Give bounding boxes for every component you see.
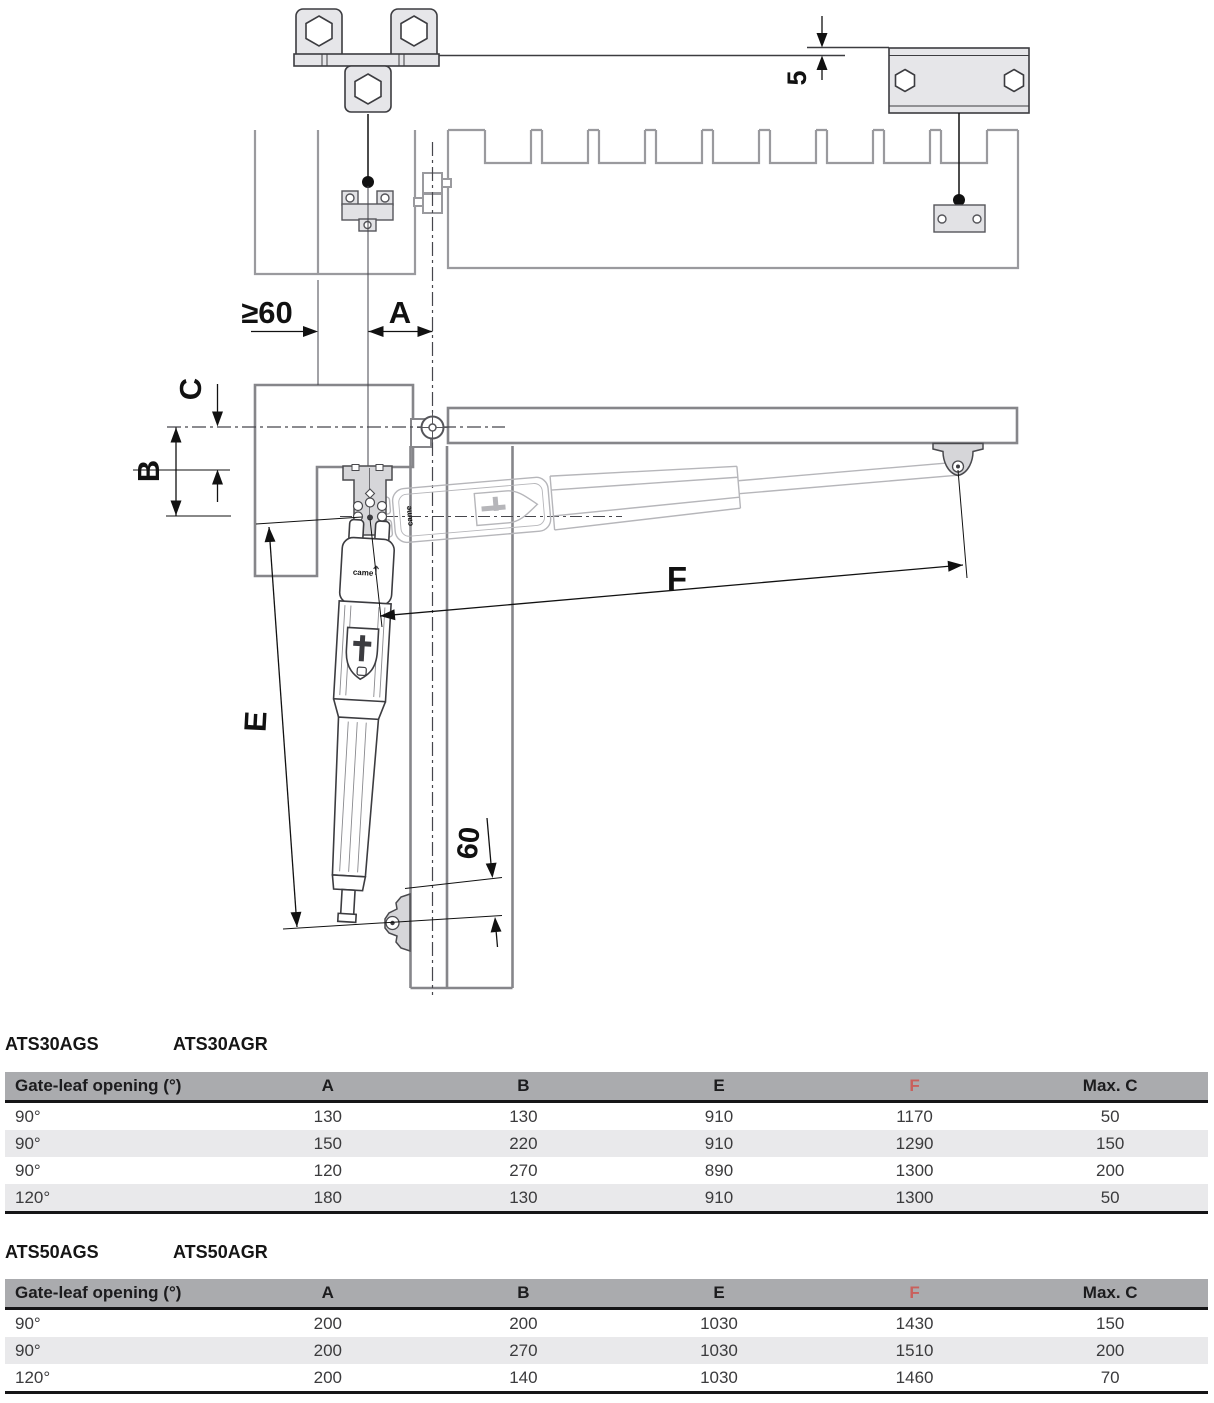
dim-e-label: E	[237, 710, 274, 733]
table-cell: 90°	[15, 1340, 41, 1360]
dim-a-label: A	[388, 295, 412, 330]
table-cell: 1510	[895, 1340, 934, 1360]
table-cell: 150	[313, 1133, 342, 1153]
table-cell: 890	[704, 1160, 734, 1180]
table-cell: 270	[509, 1340, 538, 1360]
column-header: B	[426, 1072, 622, 1102]
dimension-f	[380, 560, 963, 620]
column-header: A	[230, 1072, 426, 1102]
table-cell: 200	[1096, 1160, 1125, 1180]
table-row	[5, 1157, 1208, 1184]
gate-bracket-front-view	[889, 48, 1029, 113]
table-cell: 120	[313, 1160, 342, 1180]
table-cell: 1460	[895, 1367, 934, 1387]
wall-top-line	[437, 48, 889, 56]
column-header: A	[230, 1279, 426, 1309]
arrowhead-icon	[491, 917, 502, 933]
table-cell: 90°	[15, 1106, 41, 1126]
actuator-open-position	[321, 519, 396, 923]
dimension-clearance-60	[241, 295, 318, 337]
table-row	[5, 1309, 1208, 1338]
arrowhead-icon	[171, 428, 182, 443]
arrowhead-icon	[817, 56, 828, 71]
table-cell: 200	[313, 1367, 342, 1387]
table-cell: 1030	[700, 1340, 738, 1360]
table-cell: 200	[509, 1313, 538, 1333]
model-name: ATS30AGS	[5, 1034, 99, 1054]
table-cell: 120°	[15, 1367, 51, 1387]
dim-60-label: 60	[451, 825, 487, 861]
table-cell: 1430	[895, 1313, 934, 1333]
table-cell: 120°	[15, 1187, 51, 1207]
table-cell: 910	[704, 1106, 734, 1126]
arrowhead-icon	[486, 863, 497, 878]
post-bracket-leader	[362, 114, 374, 188]
arrowhead-icon	[303, 326, 318, 337]
column-header: Gate-leaf opening (°)	[5, 1279, 230, 1309]
table-cell: 180	[313, 1187, 342, 1207]
arrowhead-icon	[817, 33, 828, 48]
table-cell: 1030	[700, 1313, 738, 1333]
table-cell: 130	[509, 1106, 538, 1126]
table-cell: 1300	[895, 1160, 934, 1180]
table-cell: 130	[313, 1106, 342, 1126]
arrowhead-icon	[948, 561, 963, 572]
dimension-5	[782, 16, 828, 86]
column-header: Max. C	[1012, 1279, 1208, 1309]
gate-bracket-plan-view	[934, 205, 985, 232]
column-header: Max. C	[1012, 1072, 1208, 1102]
gate-plan-view	[448, 130, 1018, 268]
centerlines	[167, 142, 622, 995]
column-header: F	[817, 1279, 1013, 1309]
clearance-label: ≥60	[241, 295, 293, 330]
model-names-ats50	[5, 1242, 336, 1263]
table-cell: 50	[1100, 1187, 1120, 1207]
table-cell: 130	[509, 1187, 538, 1207]
table-row	[5, 1337, 1208, 1364]
dim-5-label: 5	[782, 70, 812, 86]
arrowhead-icon	[212, 470, 223, 485]
dim-c-label: C	[173, 377, 208, 401]
dimension-table-ats50	[5, 1279, 1208, 1394]
arrowhead-icon	[369, 326, 384, 337]
gate-palings	[485, 130, 987, 163]
gate-bracket-leader	[953, 113, 965, 206]
brand-mark: came	[352, 567, 374, 578]
dim-f-label: F	[666, 560, 688, 597]
arrowhead-icon	[291, 912, 302, 927]
actuator-closed-position-ghost	[376, 442, 958, 545]
table-row	[5, 1102, 1208, 1131]
dim-b-label: B	[131, 459, 166, 483]
table-cell: 270	[509, 1160, 538, 1180]
table-row	[5, 1184, 1208, 1213]
column-header: Gate-leaf opening (°)	[5, 1072, 230, 1102]
dimension-e	[237, 527, 301, 927]
gate-leaf-closed-beam	[448, 408, 1017, 443]
table-cell: 910	[704, 1133, 734, 1153]
table-row	[5, 1130, 1208, 1157]
dimension-a	[369, 295, 433, 337]
column-header: B	[426, 1279, 622, 1309]
gate-leaf-open-beam	[411, 446, 513, 988]
column-header: E	[621, 1279, 817, 1309]
arrowhead-icon	[418, 326, 433, 337]
post-bracket-front-view	[294, 9, 439, 112]
column-header: F	[817, 1072, 1013, 1102]
table-cell: 1290	[895, 1133, 934, 1153]
column-header: E	[621, 1072, 817, 1102]
table-cell: 220	[509, 1133, 538, 1153]
table-cell: 90°	[15, 1160, 41, 1180]
table-cell: 1170	[896, 1106, 933, 1126]
table-cell: 1300	[895, 1187, 934, 1207]
table-cell: 200	[1096, 1340, 1125, 1360]
dimension-b	[131, 428, 182, 516]
table-cell: 150	[1096, 1133, 1125, 1153]
table-cell: 200	[313, 1313, 342, 1333]
model-name: ATS30AGR	[173, 1034, 268, 1054]
table-cell: 70	[1100, 1367, 1120, 1387]
arrowhead-icon	[212, 412, 223, 427]
table-cell: 1030	[700, 1367, 738, 1387]
model-name: ATS50AGS	[5, 1242, 99, 1262]
table-cell: 140	[509, 1367, 538, 1387]
model-names-ats30	[5, 1034, 336, 1055]
table-cell: 150	[1096, 1313, 1125, 1333]
table-row	[5, 1364, 1208, 1393]
table-cell: 50	[1100, 1106, 1120, 1126]
brand-mark-ghost: came	[404, 505, 415, 527]
table-cell: 910	[704, 1187, 734, 1207]
table-cell: 90°	[15, 1133, 41, 1153]
table-cell: 90°	[15, 1313, 41, 1333]
table-cell: 200	[313, 1340, 342, 1360]
dimension-table-ats30	[5, 1072, 1208, 1214]
model-name: ATS50AGR	[173, 1242, 268, 1262]
arrowhead-icon	[171, 501, 182, 516]
